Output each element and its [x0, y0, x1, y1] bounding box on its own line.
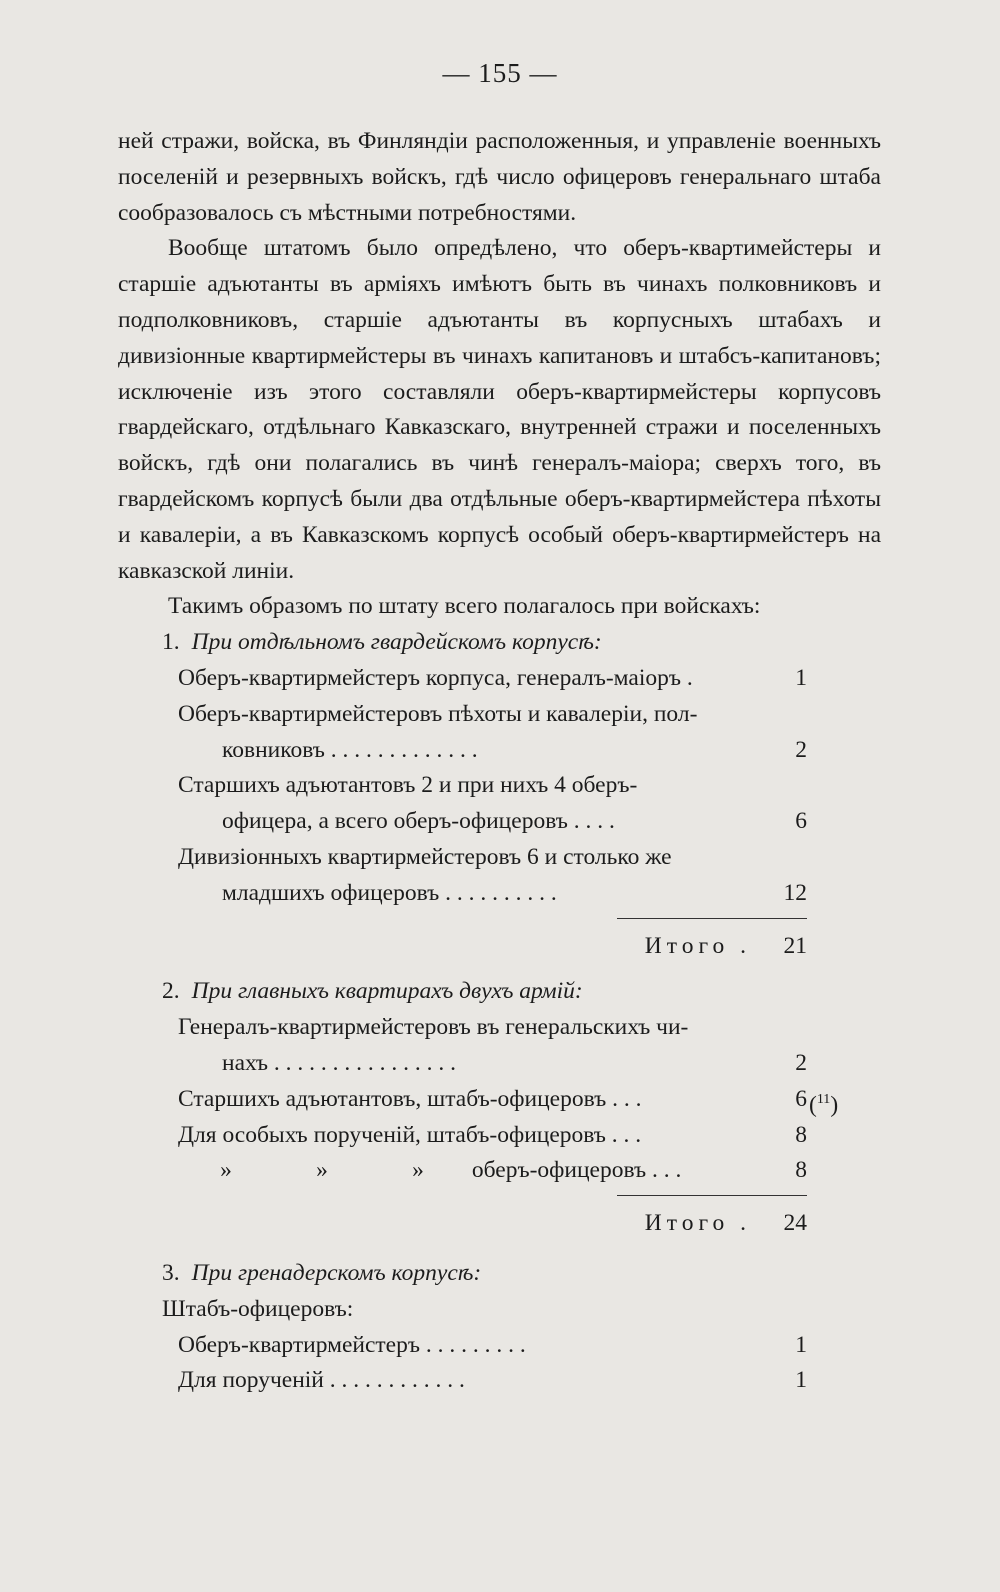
- section-1-heading: [118, 625, 881, 661]
- item-text: младшихъ офицеровъ . . . . . . . . . .: [222, 879, 557, 906]
- section-title: При гренадерскомъ корпусѣ:: [191, 1259, 482, 1286]
- list-item-continuation: [118, 804, 881, 840]
- list-item: [118, 1363, 881, 1399]
- item-text: Дивизіонныхъ квартирмейстеровъ 6 и столько же: [178, 843, 672, 870]
- total-row: [118, 929, 881, 965]
- list-item: [118, 840, 881, 876]
- ditto-mark: »: [220, 1157, 232, 1184]
- paragraph-3: Такимъ образомъ по штату всего полагалось при войскахъ:: [168, 593, 761, 620]
- section-number: 3.: [162, 1259, 180, 1286]
- section-2-heading: [118, 974, 881, 1010]
- item-value: 1: [795, 1367, 807, 1394]
- item-text: офицера, а всего оберъ-офицеровъ . . . .: [222, 808, 615, 835]
- item-text: нахъ . . . . . . . . . . . . . . . .: [222, 1049, 457, 1076]
- list-item: [118, 661, 881, 697]
- list-item-continuation: [118, 1046, 881, 1082]
- section-title: При отдѣльномъ гвардейскомъ корпусѣ:: [191, 629, 602, 656]
- footnote-number: 11: [816, 1091, 831, 1107]
- item-value: [767, 1082, 839, 1118]
- item-text: Генералъ-квартирмейстеровъ въ генеральскихъ чи-: [178, 1014, 689, 1041]
- item-text: Для особыхъ порученій, штабъ-офицеровъ . . .: [178, 1121, 642, 1148]
- item-value: 6: [795, 808, 807, 835]
- list-item-continuation: [118, 733, 881, 769]
- sum-rule: [617, 918, 807, 919]
- sum-rule: [617, 1195, 807, 1196]
- section-title: При главныхъ квартирахъ двухъ армій:: [191, 978, 583, 1005]
- item-text-rest: оберъ-офицеровъ . . .: [471, 1157, 682, 1184]
- item-value: 2: [795, 1049, 807, 1076]
- item-value: 12: [783, 879, 807, 906]
- item-text: Старшихъ адъютантовъ, штабъ-офицеровъ . . .: [178, 1085, 642, 1112]
- list-item: [118, 1118, 881, 1154]
- total-value: 24: [783, 1210, 807, 1237]
- ditto-mark: »: [316, 1157, 328, 1184]
- item-value-number: 6: [795, 1085, 807, 1112]
- total-row: [118, 1206, 881, 1242]
- item-value: 8: [795, 1157, 807, 1184]
- list-item: [118, 1153, 881, 1189]
- subheading: Штабъ-офицеровъ:: [162, 1295, 354, 1322]
- total-label: Итого .: [644, 1210, 751, 1237]
- paragraph-2: Вообще штатомъ было опредѣлено, что оберъ-квартимейстеры и старшіе адъютанты въ арміяхъ имѣютъ быть въ чинахъ полковниковъ и подполковниковъ, старшіе адъютанты въ корпусныхъ штабахъ и дивизіонные квартирмейстеры въ чинахъ капитановъ и штабсъ-капитановъ; исключеніе изъ этого составляли оберъ-квартирмейстеры корпусовъ гвардейскаго, отдѣльнаго Кавказскаго, внутренней стражи и поселенныхъ войскъ, гдѣ они полагались въ чинѣ генералъ-маіора; сверхъ того, въ гвардейскомъ корпусѣ были два отдѣльные оберъ-квартирмейстера пѣхоты и кавалеріи, а въ Кавказскомъ корпусѣ особый оберъ-квартирмейстеръ на кавказской линіи.: [118, 235, 881, 584]
- list-item: [118, 1082, 881, 1118]
- footnote-ref: ($^{11}$): [809, 1091, 839, 1118]
- ditto-mark: »: [412, 1157, 424, 1184]
- item-value: 2: [795, 736, 807, 763]
- item-value: 1: [795, 1331, 807, 1358]
- item-text: [178, 1153, 767, 1189]
- page-body: [118, 124, 881, 1399]
- total-value: 21: [783, 932, 807, 959]
- list-item: [118, 697, 881, 733]
- item-value: 8: [795, 1121, 807, 1148]
- section-number: 2.: [162, 978, 180, 1005]
- section-number: 1.: [162, 629, 180, 656]
- list-item: [118, 768, 881, 804]
- total-label: Итого .: [644, 932, 751, 959]
- section-3-heading: [118, 1256, 881, 1292]
- list-item: [118, 1010, 881, 1046]
- item-text: Старшихъ адъютантовъ 2 и при нихъ 4 оберъ-: [178, 772, 638, 799]
- list-item-continuation: [118, 876, 881, 912]
- paragraph-1: ней стражи, войска, въ Финляндіи расположенныя, и управленіе военныхъ поселеній и резервныхъ войскъ, гдѣ число офицеровъ генеральнаго штаба сообразовалось съ мѣстными потребностями.: [118, 128, 881, 226]
- item-value: 1: [795, 664, 807, 691]
- item-text: Для порученій . . . . . . . . . . . .: [178, 1367, 465, 1394]
- item-text: Оберъ-квартирмейстеръ . . . . . . . . .: [178, 1331, 526, 1358]
- item-text: ковниковъ . . . . . . . . . . . . .: [222, 736, 478, 763]
- page-number: — 155 —: [442, 58, 558, 88]
- list-item: [118, 1328, 881, 1364]
- item-text: Оберъ-квартирмейстеръ корпуса, генералъ-маіоръ .: [178, 664, 693, 691]
- item-text: Оберъ-квартирмейстеровъ пѣхоты и кавалеріи, пол-: [178, 700, 698, 727]
